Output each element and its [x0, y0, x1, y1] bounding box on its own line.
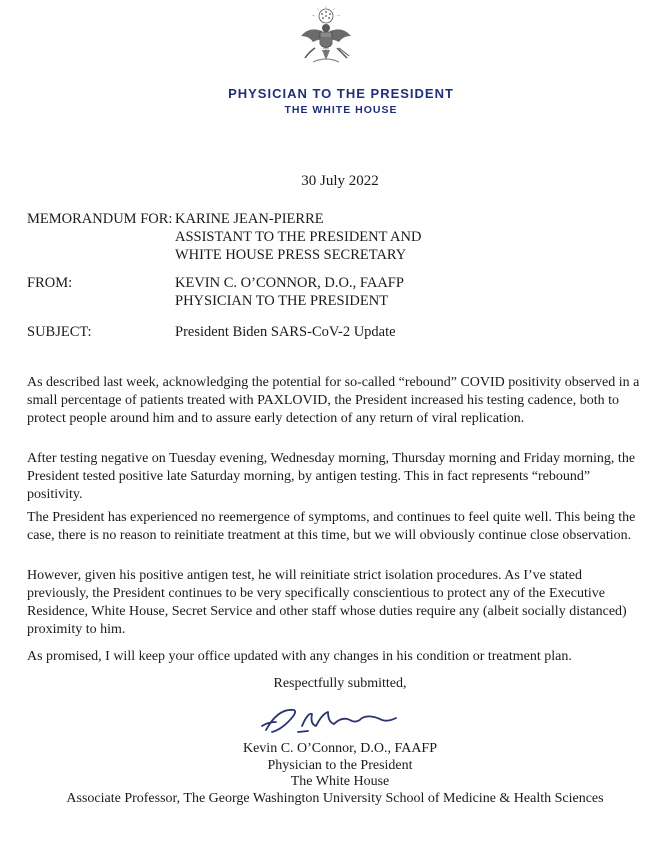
memo-from-line: PHYSICIAN TO THE PRESIDENT — [175, 293, 389, 309]
signer-office: The White House — [290, 774, 390, 789]
closing-line: Respectfully submitted, — [273, 676, 407, 691]
memo-subject-value: President Biden SARS-CoV-2 Update — [175, 324, 396, 340]
body-paragraph: As promised, I will keep your office updated with any changes in his condition or treatment plan. — [27, 649, 572, 664]
body-paragraph: The President has experienced no reemergence of symptoms, and continues to feel quite well. This being the case, there is no reason to reinitiate treatment at this time, but we will obviously continue close observation. — [27, 510, 636, 543]
letterhead-subtitle: THE WHITE HOUSE — [284, 104, 398, 116]
memo-from-label: FROM: — [27, 275, 73, 291]
signer-title: Physician to the President — [267, 757, 413, 773]
memo-for-label: MEMORANDUM FOR: — [27, 211, 173, 227]
body-paragraph: As described last week, acknowledging the potential for so-called “rebound” COVID positivity observed in a small percentage of patients treated with PAXLOVID, the President increased his testing cadence, both to protect people around him and to assure early detection of any return of viral replication. — [27, 375, 640, 426]
letterhead-title: PHYSICIAN TO THE PRESIDENT — [228, 86, 454, 101]
memo-for-line: KARINE JEAN-PIERRE — [175, 211, 324, 227]
signature-block — [0, 741, 670, 807]
memo-for-value — [175, 210, 421, 264]
letterhead — [0, 0, 670, 125]
memo-subject-label: SUBJECT: — [27, 324, 92, 340]
body-paragraph: However, given his positive antigen test, he will reinitiate strict isolation procedures. As I’ve stated previously, the President continues to be very specifically conscientious to protect any of the Executive Residence, White House, Secret Service and other staff whose duties require any (albeit socially distanced) proximity to him. — [27, 568, 627, 637]
memo-from-value — [175, 274, 404, 310]
memo-date: 30 July 2022 — [301, 173, 379, 189]
body-paragraph: After testing negative on Tuesday evening, Wednesday morning, Thursday morning and Friday morning, the President tested positive late Saturday morning, by antigen testing. This in fact represents “rebound” positivity. — [27, 451, 636, 502]
signer-affiliation: Associate Professor, The George Washington University School of Medicine & Health Sciences — [66, 790, 604, 806]
memo-from-line: KEVIN C. O’CONNOR, D.O., FAAFP — [175, 275, 404, 291]
memo-for-line: WHITE HOUSE PRESS SECRETARY — [175, 247, 407, 263]
presidential-seal-icon — [295, 6, 357, 68]
memo-for-line: ASSISTANT TO THE PRESIDENT AND — [175, 229, 422, 245]
signer-name: Kevin C. O’Connor, D.O., FAAFP — [242, 741, 438, 756]
handwritten-signature-icon — [258, 700, 398, 736]
